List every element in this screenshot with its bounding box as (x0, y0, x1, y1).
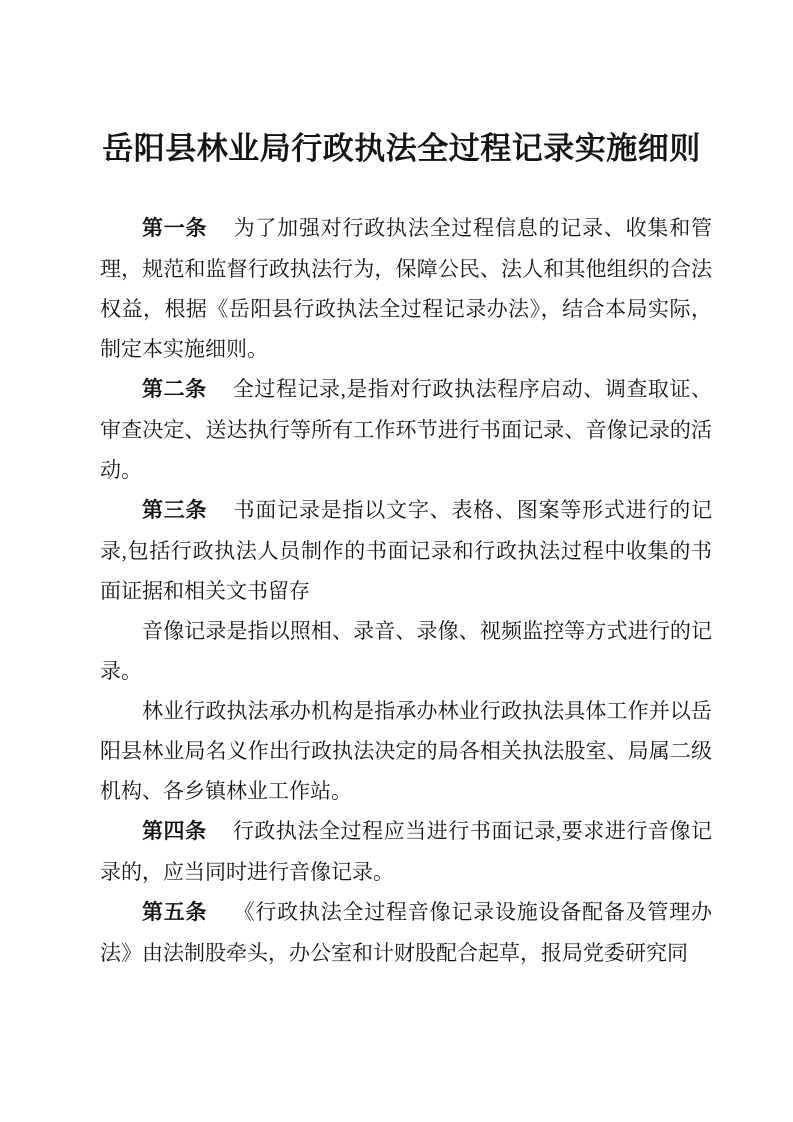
article-text: 音像记录是指以照相、录音、录像、视频监控等方式进行的记录。 (100, 619, 712, 683)
article-number-label: 第三条 (142, 499, 208, 522)
article-text: 行政执法全过程应当进行书面记录,要求进行音像记录的，应当同时进行音像记录。 (100, 819, 713, 884)
article-paragraph (100, 811, 712, 892)
article-text: 全过程记录,是指对行政执法程序启动、调查取证、审查决定、送达执行等所有工作环节进行书面记录、音像记录的活动。 (100, 377, 713, 482)
article-paragraph (100, 490, 712, 611)
article-text: 为了加强对行政执法全过程信息的记录、收集和管理，规范和监督行政执法行为，保障公民、法人和其他组织的合法权益，根据《岳阳县行政执法全过程记录办法》，结合本局实际，制定本实施细则。 (100, 216, 712, 361)
document-title: 岳阳县林业局行政执法全过程记录实施细则 (102, 131, 701, 166)
article-number-label: 第五条 (142, 901, 208, 924)
article-paragraph (100, 892, 712, 973)
article-text: 书面记录是指以文字、表格、图案等形式进行的记录,包括行政执法人员制作的书面记录和行政执法过程中收集的书面证据和相关文书留存 (100, 498, 712, 603)
article-paragraph (100, 611, 712, 691)
article-text: 《行政执法全过程音像记录设施设备配备及管理办法》由法制股牵头，办公室和计财股配合起草，报局党委研究同 (100, 900, 712, 965)
article-paragraph (100, 691, 712, 811)
article-paragraph (100, 208, 712, 369)
document-body (100, 208, 712, 973)
article-paragraph (100, 369, 712, 490)
article-number-label: 第一条 (142, 217, 208, 240)
article-number-label: 第二条 (142, 378, 207, 401)
article-text: 林业行政执法承办机构是指承办林业行政执法具体工作并以岳阳县林业局名义作出行政执法决定的局各相关执法股室、局属二级机构、各乡镇林业工作站。 (100, 699, 712, 803)
article-number-label: 第四条 (142, 820, 207, 843)
